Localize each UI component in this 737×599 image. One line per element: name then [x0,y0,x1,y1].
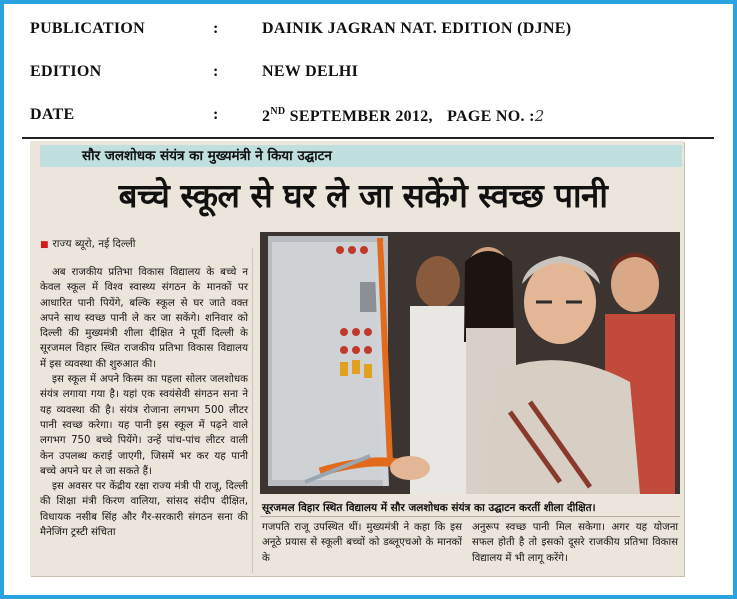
date-day: 2 [262,108,271,125]
caption-rule [260,516,680,517]
paragraph-5: अनुरूप स्वच्छ पानी मिल सकेगा। अगर यह योजना सफल होती है तो इसको दूसरे राजकीय प्रतिभा विकास विद्यालय में भी लागू करेंगे। [472,522,678,564]
edition-value: NEW DELHI [262,63,359,80]
paragraph-3: इस अवसर पर केंद्रीय रक्षा राज्य मंत्री पी राजू, दिल्ली की शिक्षा मंत्री किरण वालिया, सांसद संदीप दीक्षित, विधायक नसीब सिंह और गैर-सरकारी संगठन सना की मैनेजिंग ट्रस्टी संचिता [40,481,248,539]
bullet-icon: ■ [40,240,49,250]
news-photo [260,232,680,494]
edition-colon: : [213,63,219,80]
kicker-text: सौर जलशोधक संयंत्र का मुख्यमंत्री ने किया उद्घाटन [82,148,332,164]
photo-caption: सूरजमल विहार स्थित विद्यालय में सौर जलशोधक संयंत्र का उद्घाटन करतीं शीला दीक्षित। [262,502,596,514]
date-suffix: ND [270,106,286,117]
byline-text: राज्य ब्यूरो, नई दिल्ली [52,238,136,250]
edition-label: EDITION [30,63,102,80]
date-value [262,106,545,126]
article-column-left [40,265,248,540]
paragraph-2: इस स्कूल में अपने किस्म का पहला सोलर जलशोधक संयंत्र लगाया गया है। यहां एक स्वयंसेवी संगठन सना ने यह व्यवस्था की है। संयंत्र रोजाना लगभग 500 लीटर पानी स्वच्छ करेगा। यह पानी इस स्कूल में पढ़ने वाले लगभग 750 बच्चे पियेंगे। उन्हें पांच-पांच लीटर वाली केन उपलब्ध कराई जाएगी, जिसमें भर कर यह पानी बच्चे अपने घर ले जा सकते हैं। [40,374,248,477]
article-column-middle [262,520,462,566]
photo-illustration [260,232,680,494]
byline [40,237,135,251]
article-column-right [472,520,678,566]
date-label: DATE [30,106,75,123]
page-label: PAGE NO. : [447,108,535,125]
date-month-year: SEPTEMBER 2012, [289,108,433,125]
publication-label: PUBLICATION [30,20,146,37]
header-rule [22,137,714,139]
page-number: 2 [534,107,545,125]
column-divider [252,248,253,573]
paragraph-1: अब राजकीय प्रतिभा विकास विद्यालय के बच्चे न केवल स्कूल में विश्व स्वास्थ्य संगठन के मानकों पर आधारित पानी पियेंगे, बल्कि स्कूल से घर जाते वक्त अपने साथ स्वच्छ पानी ले कर जा सकेंगे। शनिवार को दिल्ली की मुख्यमंत्री शीला दीक्षित ने पूर्वी दिल्ली के सूरजमल विहार स्थित राजकीय प्रतिभा विकास विद्यालय में इस व्यवस्था की शुरुआत की। [40,267,248,370]
date-colon: : [213,106,219,123]
headline: बच्चे स्कूल से घर ले जा सकेंगे स्वच्छ पानी [118,176,608,215]
publication-colon: : [213,20,219,37]
publication-value: DAINIK JAGRAN NAT. EDITION (DJNE) [262,20,572,37]
paragraph-4: गजपति राजू उपस्थित थीं। मुख्यमंत्री ने कहा कि इस अनूठे प्रयास से स्कूली बच्चों को डब्लूएचओ के मानकों के [262,522,462,564]
kicker-band [40,145,682,167]
